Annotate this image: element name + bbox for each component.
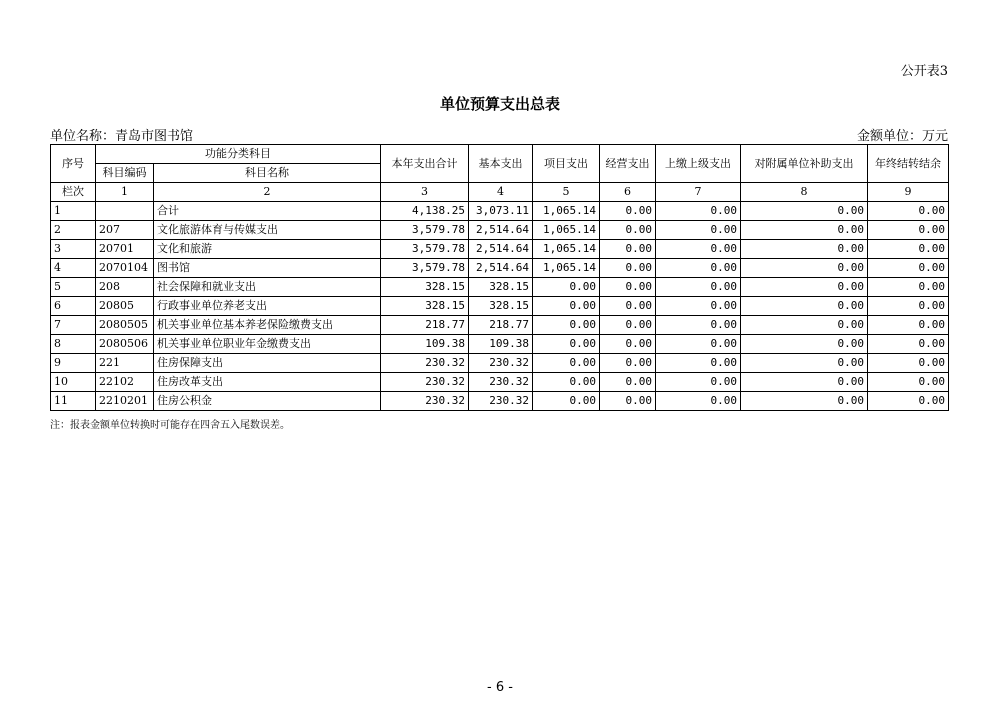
cell-subsidy: 0.00 <box>741 221 868 240</box>
table-body <box>51 202 949 411</box>
cell-basic: 2,514.64 <box>469 240 533 259</box>
cell-code: 22102 <box>96 373 154 392</box>
cell-project: 1,065.14 <box>533 221 600 240</box>
table-row <box>51 354 949 373</box>
cell-subsidy: 0.00 <box>741 316 868 335</box>
cell-carryover: 0.00 <box>868 278 949 297</box>
cell-seq: 8 <box>51 335 96 354</box>
cell-operating: 0.00 <box>600 297 656 316</box>
column-index: 4 <box>469 183 533 202</box>
cell-carryover: 0.00 <box>868 202 949 221</box>
cell-name: 文化和旅游 <box>154 240 381 259</box>
unit-name: 单位名称：青岛市图书馆 <box>50 129 194 144</box>
cell-basic: 230.32 <box>469 354 533 373</box>
cell-operating: 0.00 <box>600 316 656 335</box>
cell-subsidy: 0.00 <box>741 259 868 278</box>
table-row <box>51 240 949 259</box>
cell-subsidy: 0.00 <box>741 354 868 373</box>
cell-seq: 5 <box>51 278 96 297</box>
cell-total: 328.15 <box>381 278 469 297</box>
cell-carryover: 0.00 <box>868 259 949 278</box>
header-subject-name: 科目名称 <box>154 164 381 183</box>
cell-carryover: 0.00 <box>868 297 949 316</box>
form-number: 公开表3 <box>900 64 948 79</box>
cell-total: 230.32 <box>381 373 469 392</box>
cell-subsidy: 0.00 <box>741 392 868 411</box>
cell-basic: 218.77 <box>469 316 533 335</box>
cell-total: 3,579.78 <box>381 259 469 278</box>
column-index: 1 <box>96 183 154 202</box>
cell-project: 0.00 <box>533 392 600 411</box>
cell-operating: 0.00 <box>600 202 656 221</box>
cell-code: 2070104 <box>96 259 154 278</box>
cell-subsidy: 0.00 <box>741 240 868 259</box>
cell-name: 合计 <box>154 202 381 221</box>
cell-total: 230.32 <box>381 392 469 411</box>
cell-seq: 1 <box>51 202 96 221</box>
cell-project: 0.00 <box>533 335 600 354</box>
cell-basic: 3,073.11 <box>469 202 533 221</box>
cell-seq: 7 <box>51 316 96 335</box>
cell-upper: 0.00 <box>656 240 741 259</box>
cell-code: 2210201 <box>96 392 154 411</box>
cell-operating: 0.00 <box>600 221 656 240</box>
header-remit-upper: 上缴上级支出 <box>656 145 741 183</box>
cell-seq: 9 <box>51 354 96 373</box>
cell-seq: 3 <box>51 240 96 259</box>
header-project: 项目支出 <box>533 145 600 183</box>
cell-name: 机关事业单位基本养老保险缴费支出 <box>154 316 381 335</box>
cell-subsidy: 0.00 <box>741 297 868 316</box>
cell-seq: 10 <box>51 373 96 392</box>
cell-basic: 328.15 <box>469 278 533 297</box>
cell-basic: 230.32 <box>469 373 533 392</box>
cell-carryover: 0.00 <box>868 335 949 354</box>
cell-upper: 0.00 <box>656 202 741 221</box>
cell-total: 230.32 <box>381 354 469 373</box>
cell-carryover: 0.00 <box>868 221 949 240</box>
cell-carryover: 0.00 <box>868 373 949 392</box>
cell-operating: 0.00 <box>600 373 656 392</box>
header-subject-code: 科目编码 <box>96 164 154 183</box>
table-row <box>51 278 949 297</box>
cell-basic: 328.15 <box>469 297 533 316</box>
cell-total: 328.15 <box>381 297 469 316</box>
cell-subsidy: 0.00 <box>741 373 868 392</box>
cell-project: 1,065.14 <box>533 259 600 278</box>
cell-upper: 0.00 <box>656 259 741 278</box>
cell-code: 20805 <box>96 297 154 316</box>
cell-carryover: 0.00 <box>868 240 949 259</box>
column-index: 3 <box>381 183 469 202</box>
cell-subsidy: 0.00 <box>741 335 868 354</box>
header-seq: 序号 <box>51 145 96 183</box>
cell-project: 0.00 <box>533 316 600 335</box>
cell-carryover: 0.00 <box>868 392 949 411</box>
budget-expenditure-table <box>50 144 949 411</box>
cell-name: 行政事业单位养老支出 <box>154 297 381 316</box>
cell-total: 218.77 <box>381 316 469 335</box>
cell-code: 207 <box>96 221 154 240</box>
cell-seq: 4 <box>51 259 96 278</box>
cell-name: 住房改革支出 <box>154 373 381 392</box>
cell-basic: 109.38 <box>469 335 533 354</box>
amount-unit: 金额单位：万元 <box>856 129 948 144</box>
table-row <box>51 335 949 354</box>
table-title: 单位预算支出总表 <box>439 95 560 113</box>
cell-operating: 0.00 <box>600 240 656 259</box>
cell-project: 0.00 <box>533 278 600 297</box>
cell-operating: 0.00 <box>600 278 656 297</box>
cell-project: 0.00 <box>533 373 600 392</box>
table-row <box>51 392 949 411</box>
cell-upper: 0.00 <box>656 335 741 354</box>
cell-seq: 2 <box>51 221 96 240</box>
cell-operating: 0.00 <box>600 259 656 278</box>
cell-total: 3,579.78 <box>381 240 469 259</box>
table-row <box>51 202 949 221</box>
table-row <box>51 316 949 335</box>
cell-name: 住房公积金 <box>154 392 381 411</box>
header-annual-total: 本年支出合计 <box>381 145 469 183</box>
cell-operating: 0.00 <box>600 354 656 373</box>
cell-upper: 0.00 <box>656 221 741 240</box>
column-index-row <box>51 183 949 202</box>
column-index: 9 <box>868 183 949 202</box>
cell-name: 图书馆 <box>154 259 381 278</box>
cell-upper: 0.00 <box>656 278 741 297</box>
cell-operating: 0.00 <box>600 335 656 354</box>
cell-code: 221 <box>96 354 154 373</box>
column-index: 2 <box>154 183 381 202</box>
cell-upper: 0.00 <box>656 373 741 392</box>
column-index: 栏次 <box>51 183 96 202</box>
cell-carryover: 0.00 <box>868 354 949 373</box>
cell-name: 文化旅游体育与传媒支出 <box>154 221 381 240</box>
cell-code: 2080506 <box>96 335 154 354</box>
cell-upper: 0.00 <box>656 297 741 316</box>
table-row <box>51 259 949 278</box>
cell-basic: 230.32 <box>469 392 533 411</box>
cell-project: 1,065.14 <box>533 240 600 259</box>
header-func-category: 功能分类科目 <box>96 145 381 164</box>
cell-seq: 11 <box>51 392 96 411</box>
cell-code <box>96 202 154 221</box>
table-row <box>51 221 949 240</box>
cell-project: 0.00 <box>533 354 600 373</box>
cell-operating: 0.00 <box>600 392 656 411</box>
footnote: 注：报表金额单位转换时可能存在四舍五入尾数误差。 <box>50 420 290 431</box>
header-carryover: 年终结转结余 <box>868 145 949 183</box>
column-index: 8 <box>741 183 868 202</box>
cell-carryover: 0.00 <box>868 316 949 335</box>
header-subsidy: 对附属单位补助支出 <box>741 145 868 183</box>
cell-code: 2080505 <box>96 316 154 335</box>
column-index: 5 <box>533 183 600 202</box>
table-row <box>51 297 949 316</box>
cell-upper: 0.00 <box>656 354 741 373</box>
column-index: 7 <box>656 183 741 202</box>
cell-code: 20701 <box>96 240 154 259</box>
cell-total: 4,138.25 <box>381 202 469 221</box>
cell-project: 1,065.14 <box>533 202 600 221</box>
column-index: 6 <box>600 183 656 202</box>
header-basic: 基本支出 <box>469 145 533 183</box>
cell-total: 3,579.78 <box>381 221 469 240</box>
cell-upper: 0.00 <box>656 392 741 411</box>
table-row <box>51 373 949 392</box>
cell-subsidy: 0.00 <box>741 202 868 221</box>
page-number: - 6 - <box>487 680 513 695</box>
cell-seq: 6 <box>51 297 96 316</box>
cell-total: 109.38 <box>381 335 469 354</box>
cell-name: 社会保障和就业支出 <box>154 278 381 297</box>
cell-project: 0.00 <box>533 297 600 316</box>
cell-basic: 2,514.64 <box>469 221 533 240</box>
cell-basic: 2,514.64 <box>469 259 533 278</box>
cell-name: 住房保障支出 <box>154 354 381 373</box>
header-operating: 经营支出 <box>600 145 656 183</box>
cell-subsidy: 0.00 <box>741 278 868 297</box>
cell-upper: 0.00 <box>656 316 741 335</box>
cell-name: 机关事业单位职业年金缴费支出 <box>154 335 381 354</box>
cell-code: 208 <box>96 278 154 297</box>
